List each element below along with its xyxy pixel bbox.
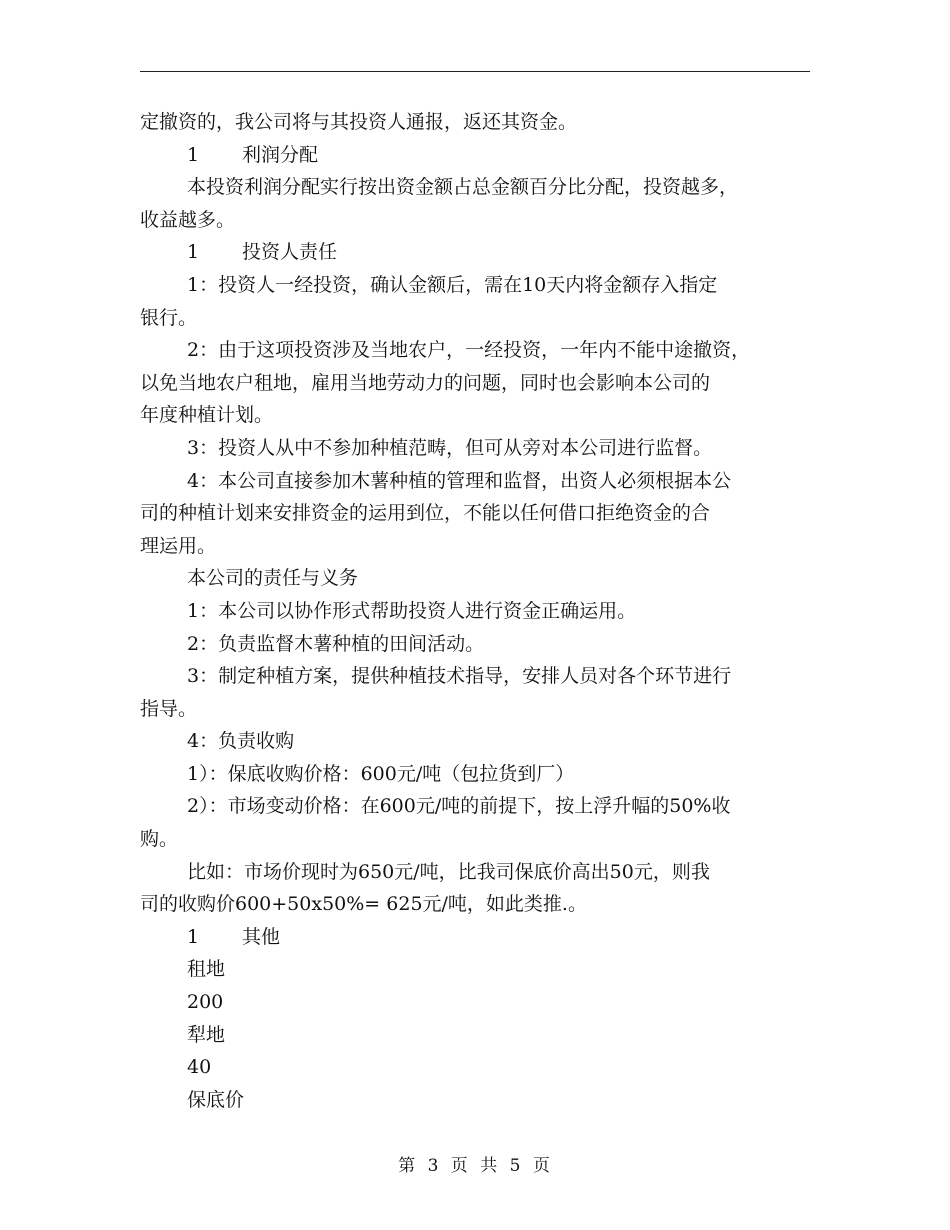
text-line xyxy=(140,465,810,498)
line-text: 犁地 xyxy=(187,1023,226,1046)
line-text: 1：本公司以协作形式帮助投资人进行资金正确运用。 xyxy=(187,599,637,622)
section-number: 1 xyxy=(187,925,200,948)
text-line xyxy=(140,1051,810,1084)
line-text: 保底价 xyxy=(187,1088,245,1111)
line-text: 司的种植计划来安排资金的运用到位，不能以任何借口拒绝资金的合 xyxy=(140,502,711,525)
text-line xyxy=(140,953,810,986)
line-text: 理运用。 xyxy=(140,534,217,557)
text-line xyxy=(140,823,810,856)
line-text: 2：由于这项投资涉及当地农户，一经投资，一年内不能中途撤资， xyxy=(187,339,751,362)
text-line xyxy=(140,660,810,693)
text-line xyxy=(140,399,810,432)
section-heading xyxy=(140,236,810,269)
line-text: 投资人责任 xyxy=(242,241,338,264)
line-text: 租地 xyxy=(187,958,226,981)
text-line xyxy=(140,758,810,791)
header-rule xyxy=(140,71,810,72)
text-line xyxy=(140,171,810,204)
text-line xyxy=(140,334,810,367)
line-text: 3：投资人从中不参加种植范畴，但可从旁对本公司进行监督。 xyxy=(187,436,713,459)
text-line xyxy=(140,628,810,661)
text-line xyxy=(140,595,810,628)
document-body xyxy=(140,106,810,1116)
line-text: 1：投资人一经投资，确认金额后，需在10天内将金额存入指定 xyxy=(187,273,718,296)
line-text: 利润分配 xyxy=(242,143,319,166)
text-line xyxy=(140,302,810,335)
line-text: 指导。 xyxy=(140,697,198,720)
text-line xyxy=(140,725,810,758)
line-text: 2）：市场变动价格：在600元/吨的前提下，按上浮升幅的50%收 xyxy=(187,795,731,818)
page-footer: 第 3 页 共 5 页 xyxy=(398,1156,552,1176)
line-text: 司的收购价600+50x50%= 625元/吨，如此类推.。 xyxy=(140,893,587,916)
section-number: 1 xyxy=(187,241,200,264)
text-line xyxy=(140,530,810,563)
section-heading xyxy=(140,921,810,954)
text-line xyxy=(140,790,810,823)
line-text: 其他 xyxy=(242,925,281,948)
text-line xyxy=(140,562,810,595)
line-text: 本投资利润分配实行按出资金额占总金额百分比分配，投资越多， xyxy=(187,176,739,199)
line-text: 以免当地农户租地，雇用当地劳动力的问题，同时也会影响本公司的 xyxy=(140,371,711,394)
text-line xyxy=(140,888,810,921)
line-text: 1）：保底收购价格：600元/吨（包拉货到厂） xyxy=(187,762,575,785)
section-number: 1 xyxy=(187,143,200,166)
text-line xyxy=(140,856,810,889)
line-text: 3：制定种植方案，提供种植技术指导，安排人员对各个环节进行 xyxy=(187,665,732,688)
text-line xyxy=(140,204,810,237)
text-line xyxy=(140,497,810,530)
text-line xyxy=(140,986,810,1019)
line-text: 本公司的责任与义务 xyxy=(187,567,359,590)
line-text: 定撤资的，我公司将与其投资人通报，返还其资金。 xyxy=(140,111,578,133)
line-text: 收益越多。 xyxy=(140,208,236,231)
line-text: 2：负责监督木薯种植的田间活动。 xyxy=(187,632,485,655)
section-heading xyxy=(140,139,810,172)
text-line xyxy=(140,106,810,139)
line-text: 银行。 xyxy=(140,306,198,329)
line-text: 年度种植计划。 xyxy=(140,404,274,427)
text-line xyxy=(140,367,810,400)
text-line xyxy=(140,693,810,726)
text-line xyxy=(140,1019,810,1052)
line-text: 200 xyxy=(187,991,224,1014)
text-line xyxy=(140,1084,810,1117)
line-text: 40 xyxy=(187,1056,212,1079)
text-line xyxy=(140,432,810,465)
line-text: 购。 xyxy=(140,828,179,851)
line-text: 4：负责收购 xyxy=(187,730,295,753)
line-text: 比如：市场价现时为650元/吨，比我司保底价高出50元，则我 xyxy=(187,860,710,883)
line-text: 4：本公司直接参加木薯种植的管理和监督，出资人必须根据本公 xyxy=(187,469,732,492)
text-line xyxy=(140,269,810,302)
